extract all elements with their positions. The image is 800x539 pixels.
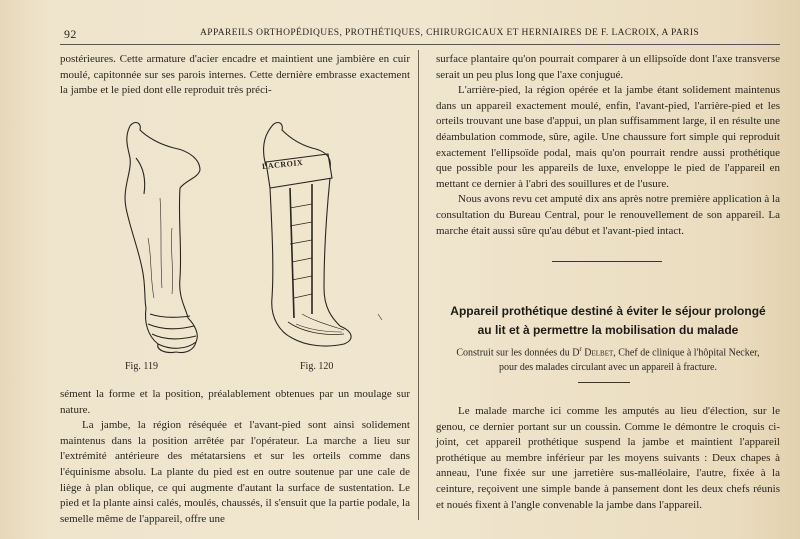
section-divider xyxy=(552,261,662,262)
section-title xyxy=(436,302,780,340)
subtitle-sup: r xyxy=(579,345,582,353)
right-column-bottom xyxy=(436,404,780,513)
left-column-top xyxy=(60,52,410,99)
paragraph: sément la forme et la position, préalablement obtenues par un moulage sur nature. xyxy=(60,388,410,416)
subtitle-text: , Chef de clinique à l'hôpital Necker, xyxy=(613,347,760,359)
header-rule xyxy=(60,44,780,45)
page-number: 92 xyxy=(64,27,77,41)
column-divider xyxy=(418,50,419,520)
figure-119-caption: Fig. 119 xyxy=(125,361,158,372)
paragraph: Nous avons revu cet amputé dix ans après notre première application à la consultation du Bureau Central, pour le renouvellement de son appareil. La marche était aussi sûre qu'au début et l'avant-pied intact. xyxy=(436,193,780,237)
paragraph: La jambe, la région réséquée et l'avant-pied sont ainsi solidement maintenus dans la position arrêtée par l'opérateur. La marche a lieu sur l'extrémité antérieure des métatarsiens et sur les orteils comme dans l'équinisme absolu. La plante du pied est en outre soutenue par une cale de liège à plan oblique, ce qui augmente d'autant la surface de sustentation. Le pied et la plante ainsi calés, moulés, chaussés, il s'ensuit que la partie podale, la semelle même de l'appareil, offre une xyxy=(60,419,410,525)
subtitle-text: Construit sur les données du D xyxy=(456,347,580,359)
subtitle-line-2: pour des malades circulant avec un appareil à fracture. xyxy=(499,362,717,374)
left-column-bottom xyxy=(60,387,410,527)
figure-120-apparatus-illustration xyxy=(232,118,392,358)
paragraph: postérieures. Cette armature d'acier encadre et maintient une jambière en cuir moulé, capitonnée sur ses parois internes. Cette dernière embrasse exactement la jambe et le pied dont elle reproduit très préci- xyxy=(60,53,410,97)
paragraph: Le malade marche ici comme les amputés au lieu d'élection, sur le genou, ce dernier portant sur un coussin. Comme le démontre le croquis ci-joint, cet appareil prothétique suspend la jambe et maintient l'appareil prothétique au membre inférieur par les moyens suivants : Deux chapes à anneau, l'une fixée sur une jarretière sus-malléolaire, l'autre, fixée à la ceinture, reçoivent une simple bande à pansement dont les deux chefs réunis et noués fixent à l'angle convenable la jambe dans l'appareil. xyxy=(436,405,780,511)
page-header xyxy=(0,27,800,43)
subtitle-name: Delbet xyxy=(584,347,614,359)
section-title-line-1: Appareil prothétique destiné à éviter le séjour prolongé xyxy=(450,304,766,318)
figure-119-leg-illustration xyxy=(100,118,230,358)
lacroix-stamp: LACROIX xyxy=(261,157,304,172)
paragraph: surface plantaire qu'on pourrait comparer à un ellipsoïde dont l'axe transverse serait un peu plus long que l'axe conjugué. xyxy=(436,53,780,81)
subtitle-line-1 xyxy=(436,342,780,360)
running-title: APPAREILS ORTHOPÉDIQUES, PROTHÉTIQUES, CHIRURGICAUX ET HERNIAIRES DE F. LACROIX, A PARIS xyxy=(200,28,700,38)
subtitle-divider xyxy=(578,382,630,383)
section-title-line-2: au lit et à permettre la mobilisation du malade xyxy=(477,323,739,337)
right-column-top xyxy=(436,52,780,239)
paragraph: L'arrière-pied, la région opérée et la jambe étant solidement maintenus dans un appareil exactement moulé, enfin, l'avant-pied, l'arrière-pied et les orteils trouvant une base d'appui, un plan suffisamment large, il en résulte une déambulation commode, sûre, agile. Une chaussure fort simple qui reproduit exactement l'ellipsoïde podal, mais qu'on pourrait rendre aussi prothétique que possible pour les appareils de luxe, enveloppe le pied de l'appareil en mettant ce dernier à l'abri des souillures et de l'usure. xyxy=(436,84,780,190)
figure-120-caption: Fig. 120 xyxy=(300,361,334,372)
section-subtitle xyxy=(436,342,780,375)
